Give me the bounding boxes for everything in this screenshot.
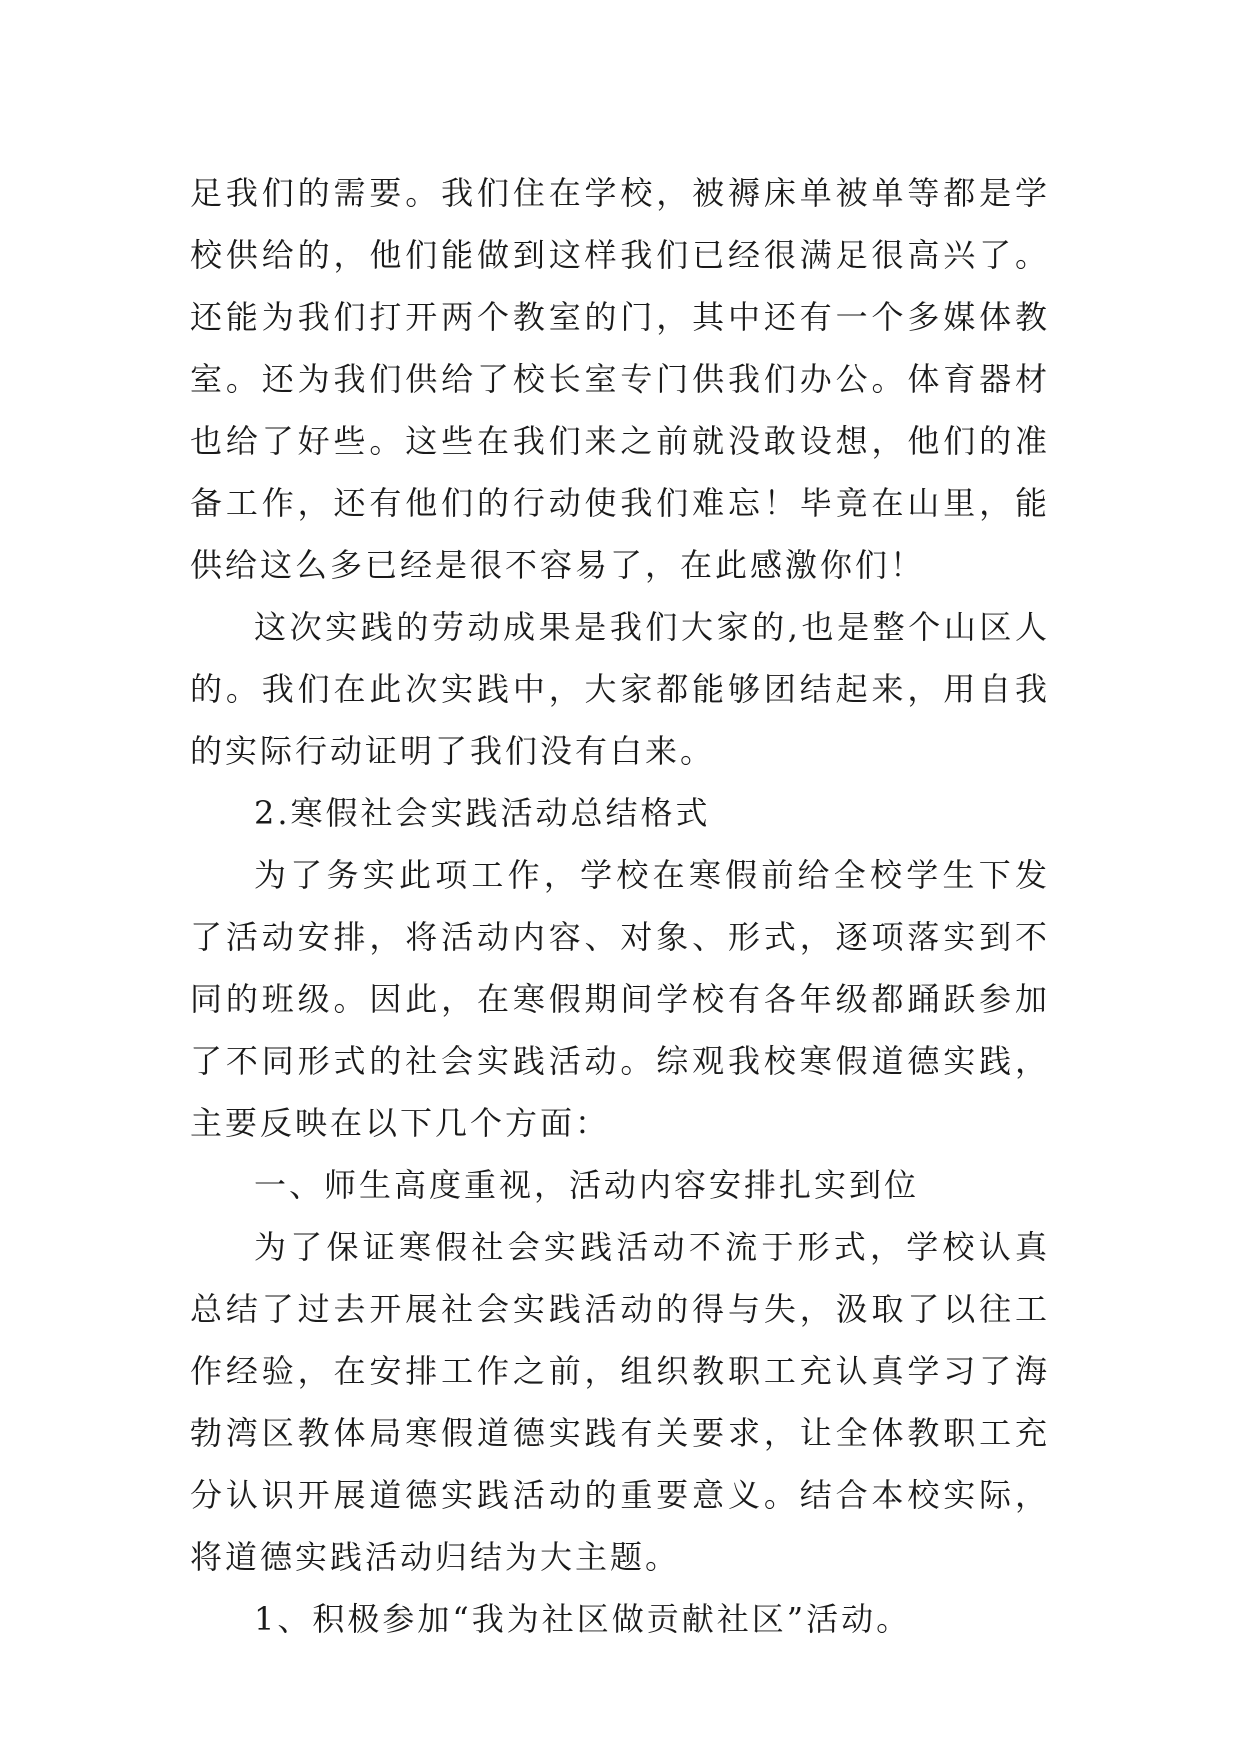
paragraph: 为了保证寒假社会实践活动不流于形式，学校认真总结了过去开展社会实践活动的得与失，汲取了以往工作经验，在安排工作之前，组织教职工充认真学习了海勃湾区教体局寒假道德实践有关要求，让全体教职工充分认识开展道德实践活动的重要意义。结合本校实际，将道德实践活动归结为大主题。: [190, 1228, 1050, 1576]
paragraph: 为了务实此项工作，学校在寒假前给全校学生下发了活动安排，将活动内容、对象、形式，逐项落实到不同的班级。因此，在寒假期间学校有各年级都踊跃参加了不同形式的社会实践活动。综观我校寒假道德实践，主要反映在以下几个方面：: [190, 856, 1050, 1142]
section-heading: 一、师生高度重视，活动内容安排扎实到位: [254, 1166, 920, 1204]
section-heading: 2.寒假社会实践活动总结格式: [254, 794, 711, 832]
paragraph: 足我们的需要。我们住在学校，被褥床单被单等都是学校供给的，他们能做到这样我们已经很满足很高兴了。还能为我们打开两个教室的门，其中还有一个多媒体教室。还为我们供给了校长室专门供我们办公。体育器材也给了好些。这些在我们来之前就没敢设想，他们的准备工作，还有他们的行动使我们难忘！毕竟在山里，能供给这么多已经是很不容易了，在此感激你们！: [190, 174, 1050, 584]
list-item: 1、积极参加“我为社区做贡献社区”活动。: [254, 1600, 912, 1638]
document-body: [190, 162, 1050, 1650]
paragraph: 这次实践的劳动成果是我们大家的,也是整个山区人的。我们在此次实践中，大家都能够团结起来，用自我的实际行动证明了我们没有白来。: [190, 608, 1050, 770]
